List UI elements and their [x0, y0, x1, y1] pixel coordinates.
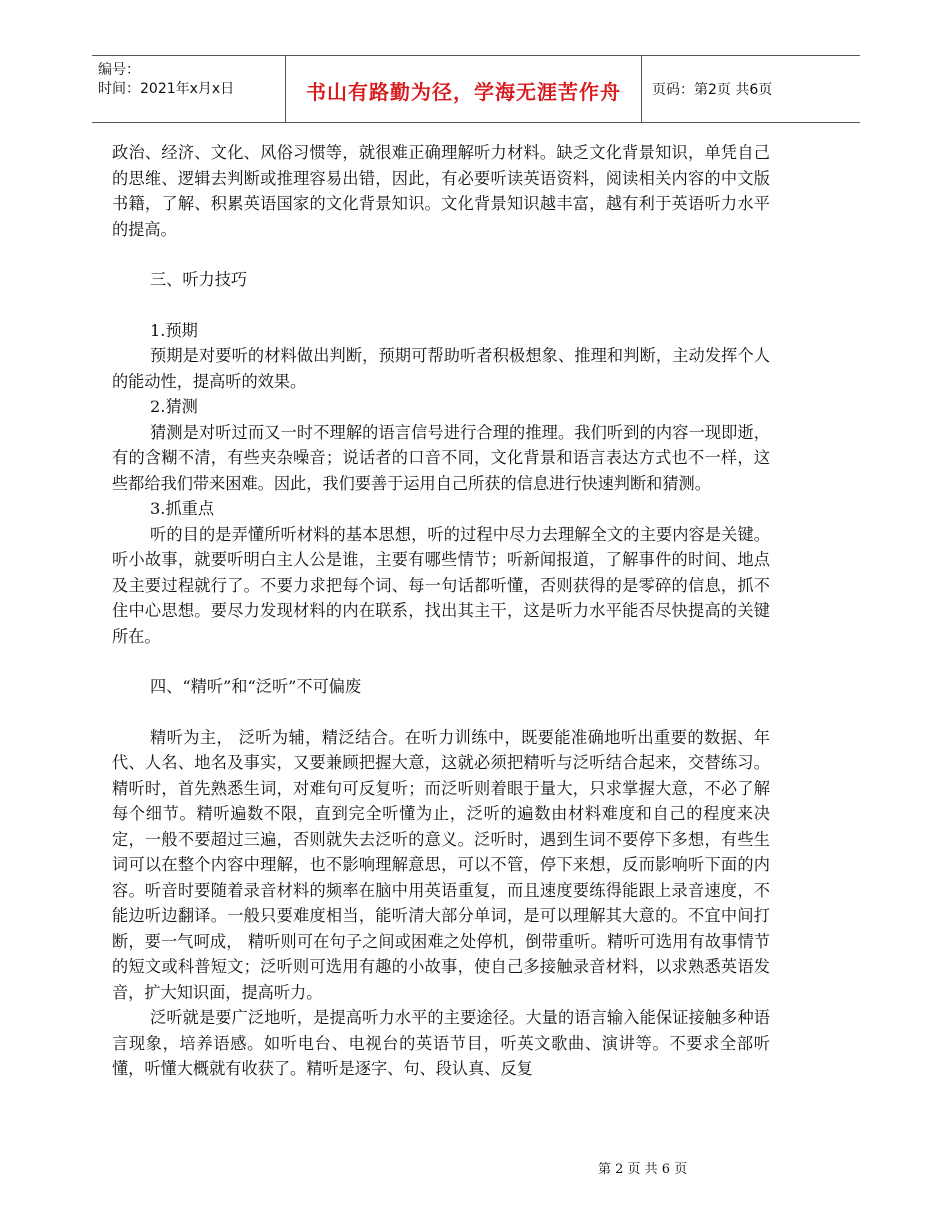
subheading-2: 2.猜测	[150, 397, 198, 416]
section-heading-4: 四、“精听”和“泛听”不可偏废	[150, 677, 362, 696]
header-page-number: 页码：第2页 共6页	[652, 82, 773, 98]
document-number-label: 编号：	[98, 62, 140, 78]
header-motto: 书山有路勤为径，学海无涯苦作舟	[306, 80, 621, 104]
header-page-cell	[642, 56, 860, 122]
section-heading-3: 三、听力技巧	[150, 270, 248, 289]
intro-paragraph: 政治、经济、文化、风俗习惯等，就很难正确理解听力材料。缺乏文化背景知识，单凭自己的思维、逻辑去判断或推理容易出错，因此，有必要听读英语资料，阅读相关内容的中文版书籍，了解、积累英语国家的文化背景知识。文化背景知识越丰富，越有利于英语听力水平的提高。	[112, 143, 770, 239]
document-time-label: 时间：2021年x月x日	[98, 81, 235, 97]
subheading-1: 1.预期	[150, 320, 198, 340]
subheading-3: 3.抓重点	[150, 499, 215, 518]
paragraph-5: 泛听就是要广泛地听，是提高听力水平的主要途径。大量的语言输入能保证接触多种语言现象，培养语感。如听电台、电视台的英语节目，听英文歌曲、演讲等。不要求全部听懂，听懂大概就有收获了。精听是逐字、句、段认真、反复	[112, 1008, 770, 1078]
paragraph-2: 猜测是对听过而又一时不理解的语言信号进行合理的推理。我们听到的内容一现即逝，有的含糊不清，有些夹杂噪音；说话者的口音不同，文化背景和语言表达方式也不一样，这些都给我们带来困难。因此，我们要善于运用自己所获的信息进行快速判断和猜测。	[112, 422, 770, 493]
page-header	[92, 55, 860, 123]
paragraph-4: 精听为主， 泛听为辅，精泛结合。在听力训练中，既要能准确地听出重要的数据、年代、人名、地名及事实，又要兼顾把握大意，这就必须把精听与泛听结合起来，交替练习。精听时，首先熟悉生词，对难句可反复听；而泛听则着眼于量大，只求掌握大意，不必了解每个细节。精听遍数不限，直到完全听懂为止，泛听的遍数由材料难度和自己的程度来决定，一般不要超过三遍，否则就失去泛听的意义。泛听时，遇到生词不要停下多想，有些生词可以在整个内容中理解，也不影响理解意思，可以不管，停下来想，反而影响听下面的内容。听音时要随着录音材料的频率在脑中用英语重复，而且速度要练得能跟上录音速度，不能边听边翻译。一般只要难度相当，能听清大部分单词，是可以理解其大意的。不宜中间打断，要一气呵成， 精听则可在句子之间或困难之处停机，倒带重听。精听可选用有故事情节的短文或科普短文；泛听则可选用有趣的小故事，使自己多接触录音材料，以求熟悉英语发音，扩大知识面，提高听力。	[112, 727, 770, 1002]
page-footer: 第 2 页 共 6 页	[598, 1162, 688, 1177]
header-meta-cell	[92, 56, 286, 122]
paragraph-1: 预期是对要听的材料做出判断，预期可帮助听者积极想象、推理和判断，主动发挥个人的能动性，提高听的效果。	[112, 346, 770, 391]
document-body	[112, 140, 770, 1082]
paragraph-3: 听的目的是弄懂所听材料的基本思想，听的过程中尽力去理解全文的主要内容是关键。听小故事，就要听明白主人公是谁，主要有哪些情节；听新闻报道，了解事件的时间、地点及主要过程就行了。不要力求把每个词、每一句话都听懂，否则获得的是零碎的信息，抓不住中心思想。要尽力发现材料的内在联系，找出其主干，这是听力水平能否尽快提高的关键所在。	[112, 524, 770, 646]
header-motto-cell	[286, 56, 642, 122]
